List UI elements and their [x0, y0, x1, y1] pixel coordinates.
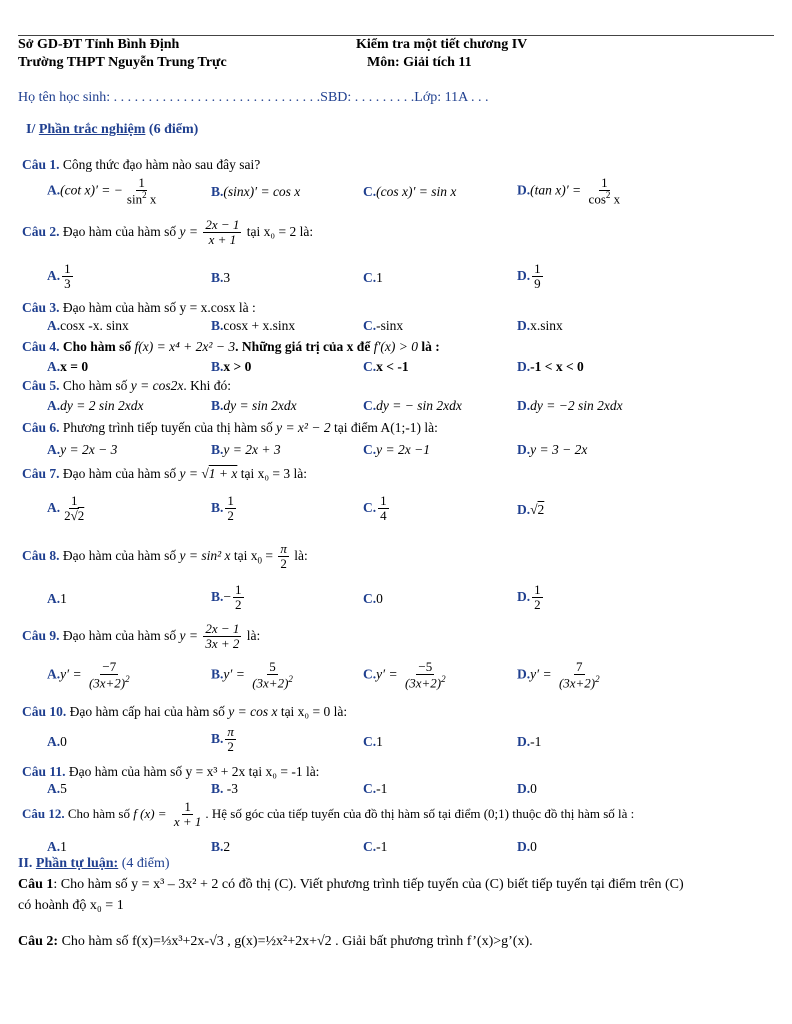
essay-question-2: Câu 2: Cho hàm số f(x)=⅓x³+2x-√3 , g(x)=½x²+2x+√2 . Giải bất phương trình f’(x)>g’(x). — [18, 934, 533, 949]
q5-option-c[interactable]: C.dy = − sin 2xdx — [363, 398, 462, 413]
q12-option-b[interactable]: B.2 — [211, 839, 231, 854]
q7-option-d[interactable]: D.√2 — [517, 502, 545, 517]
question-11: Câu 11. Đạo hàm của hàm số y = x³ + 2x tại x₀ = -1 là: — [22, 764, 320, 779]
q9-option-c[interactable]: C.y′ = $\frac{-5}{(3x+2)^2}$ — [363, 659, 446, 691]
q10-option-d[interactable]: D.-1 — [517, 734, 542, 749]
q3-option-a[interactable]: A.cosx -x. sinx — [47, 318, 129, 333]
question-5: Câu 5. Cho hàm số y = cos2x. Khi đó: — [22, 378, 232, 393]
q1-option-d[interactable]: D.(tan x)′ = $\frac{1}{\cos^2 x}$ — [517, 175, 621, 207]
q9-option-a[interactable]: A.y′ = $\frac{-7}{(3x+2)^2}$ — [47, 659, 130, 691]
q1-option-b[interactable]: B.(sinx)′ = cos x — [211, 184, 301, 199]
part2-heading: II. Phần tự luận: (4 điểm) — [18, 856, 170, 871]
question-2: Câu 2. Đạo hàm của hàm số y = $\frac{2x - 1}{x + 1}$ tại x₀ = 2 là: — [22, 217, 314, 248]
question-6: Câu 6. Phương trình tiếp tuyến của thị hàm số y = x² − 2 tại điểm A(1;-1) là: — [22, 420, 438, 435]
q11-option-c[interactable]: C.-1 — [363, 781, 388, 796]
q5-option-d[interactable]: D.dy = −2 sin 2xdx — [517, 398, 623, 413]
q10-option-c[interactable]: C.1 — [363, 734, 383, 749]
q12-option-d[interactable]: D.0 — [517, 839, 537, 854]
essay-question-1-cont: có hoành độ x₀ = 1 — [18, 898, 124, 913]
q8-option-d[interactable]: D. $\frac{1}{2}$ — [517, 582, 541, 613]
question-8: Câu 8. Đạo hàm của hàm số y = sin² x tại $x_0$ = $\frac{\pi}{2}$ là: — [22, 541, 308, 572]
header-subject: Môn: Giải tích 11 — [367, 55, 472, 70]
header-department: Sở GD-ĐT Tỉnh Bình Định — [18, 37, 180, 52]
header-school: Trường THPT Nguyễn Trung Trực — [18, 55, 227, 70]
q3-option-c[interactable]: C.-sinx — [363, 318, 404, 333]
q5-option-b[interactable]: B.dy = sin 2xdx — [211, 398, 297, 413]
q11-option-d[interactable]: D.0 — [517, 781, 537, 796]
q7-option-b[interactable]: B. $\frac{1}{2}$ — [211, 493, 234, 524]
q4-option-b[interactable]: B.x > 0 — [211, 359, 252, 374]
question-1: Câu 1. Công thức đạo hàm nào sau đây sai? — [22, 157, 261, 172]
q2-option-d[interactable]: D. $\frac{1}{9}$ — [517, 261, 541, 292]
essay-question-1: Câu 1: Cho hàm số y = x³ – 3x² + 2 có đồ thị (C). Viết phương trình tiếp tuyến của (C) biết tiếp tuyến tại điểm trên (C) — [18, 877, 684, 892]
q7-option-a[interactable]: A. $\frac{1}{2√2}$ — [47, 493, 85, 524]
q12-option-a[interactable]: A.1 — [47, 839, 67, 854]
q2-option-b[interactable]: B.3 — [211, 270, 231, 285]
q9-option-d[interactable]: D.y′ = $\frac{7}{(3x+2)^2}$ — [517, 659, 600, 691]
q8-option-a[interactable]: A.1 — [47, 591, 67, 606]
part1-heading: I/ Phần trắc nghiệm (6 điểm) — [26, 122, 199, 137]
q2-option-a[interactable]: A. $\frac{1}{3}$ — [47, 261, 71, 292]
q4-option-c[interactable]: C.x < -1 — [363, 359, 409, 374]
q4-option-d[interactable]: D.-1 < x < 0 — [517, 359, 584, 374]
q1-option-c[interactable]: C.(cos x)′ = sin x — [363, 184, 457, 199]
header-exam-title: Kiểm tra một tiết chương IV — [356, 37, 528, 52]
q6-option-a[interactable]: A.y = 2x − 3 — [47, 442, 118, 457]
question-9: Câu 9. Đạo hàm của hàm số y = $\frac{2x - 1}{3x + 2}$ là: — [22, 621, 261, 652]
question-7: Câu 7. Đạo hàm của hàm số y = √1 + x tại x₀ = 3 là: — [22, 466, 308, 481]
q11-option-a[interactable]: A.5 — [47, 781, 67, 796]
q7-option-c[interactable]: C. $\frac{1}{4}$ — [363, 493, 387, 524]
q6-option-c[interactable]: C.y = 2x −1 — [363, 442, 430, 457]
question-12: Câu 12. Cho hàm số f (x) = $\frac{1}{x + 1}$ . Hệ số góc của tiếp tuyến của đồ thị hàm số tại điểm (0;1) thuộc đồ thị hàm số là : — [22, 799, 635, 830]
q10-option-a[interactable]: A.0 — [47, 734, 67, 749]
question-4: Câu 4. Cho hàm số f(x) = x⁴ + 2x² − 3. Những giá trị của x để f′(x) > 0 là : — [22, 339, 440, 354]
question-10: Câu 10. Đạo hàm cấp hai của hàm số y = cos x tại x₀ = 0 là: — [22, 704, 348, 719]
q1-option-a[interactable]: A.(cot x)′ = − $\frac{1}{\sin^2 x}$ — [47, 175, 157, 207]
q3-option-b[interactable]: B.cosx + x.sinx — [211, 318, 296, 333]
header-rule — [18, 35, 774, 36]
q3-option-d[interactable]: D.x.sinx — [517, 318, 563, 333]
q10-option-b[interactable]: B. $\frac{\pi}{2}$ — [211, 724, 234, 755]
q9-option-b[interactable]: B.y′ = $\frac{5}{(3x+2)^2}$ — [211, 659, 293, 691]
q8-option-b[interactable]: B.− $\frac{1}{2}$ — [211, 582, 242, 613]
q6-option-d[interactable]: D.y = 3 − 2x — [517, 442, 588, 457]
q2-option-c[interactable]: C.1 — [363, 270, 383, 285]
question-3: Câu 3. Đạo hàm của hàm số y = x.cosx là : — [22, 300, 256, 315]
student-info-line: Họ tên học sinh: . . . . . . . . . . . . . . . . . . . . . . . . . . . . . .SBD: . . . . . . . . .Lớp: 11A . . . — [18, 90, 489, 105]
q8-option-c[interactable]: C.0 — [363, 591, 383, 606]
q11-option-b[interactable]: B. -3 — [211, 781, 239, 796]
q12-option-c[interactable]: C.-1 — [363, 839, 388, 854]
q6-option-b[interactable]: B.y = 2x + 3 — [211, 442, 281, 457]
q5-option-a[interactable]: A.dy = 2 sin 2xdx — [47, 398, 144, 413]
q4-option-a[interactable]: A.x = 0 — [47, 359, 89, 374]
